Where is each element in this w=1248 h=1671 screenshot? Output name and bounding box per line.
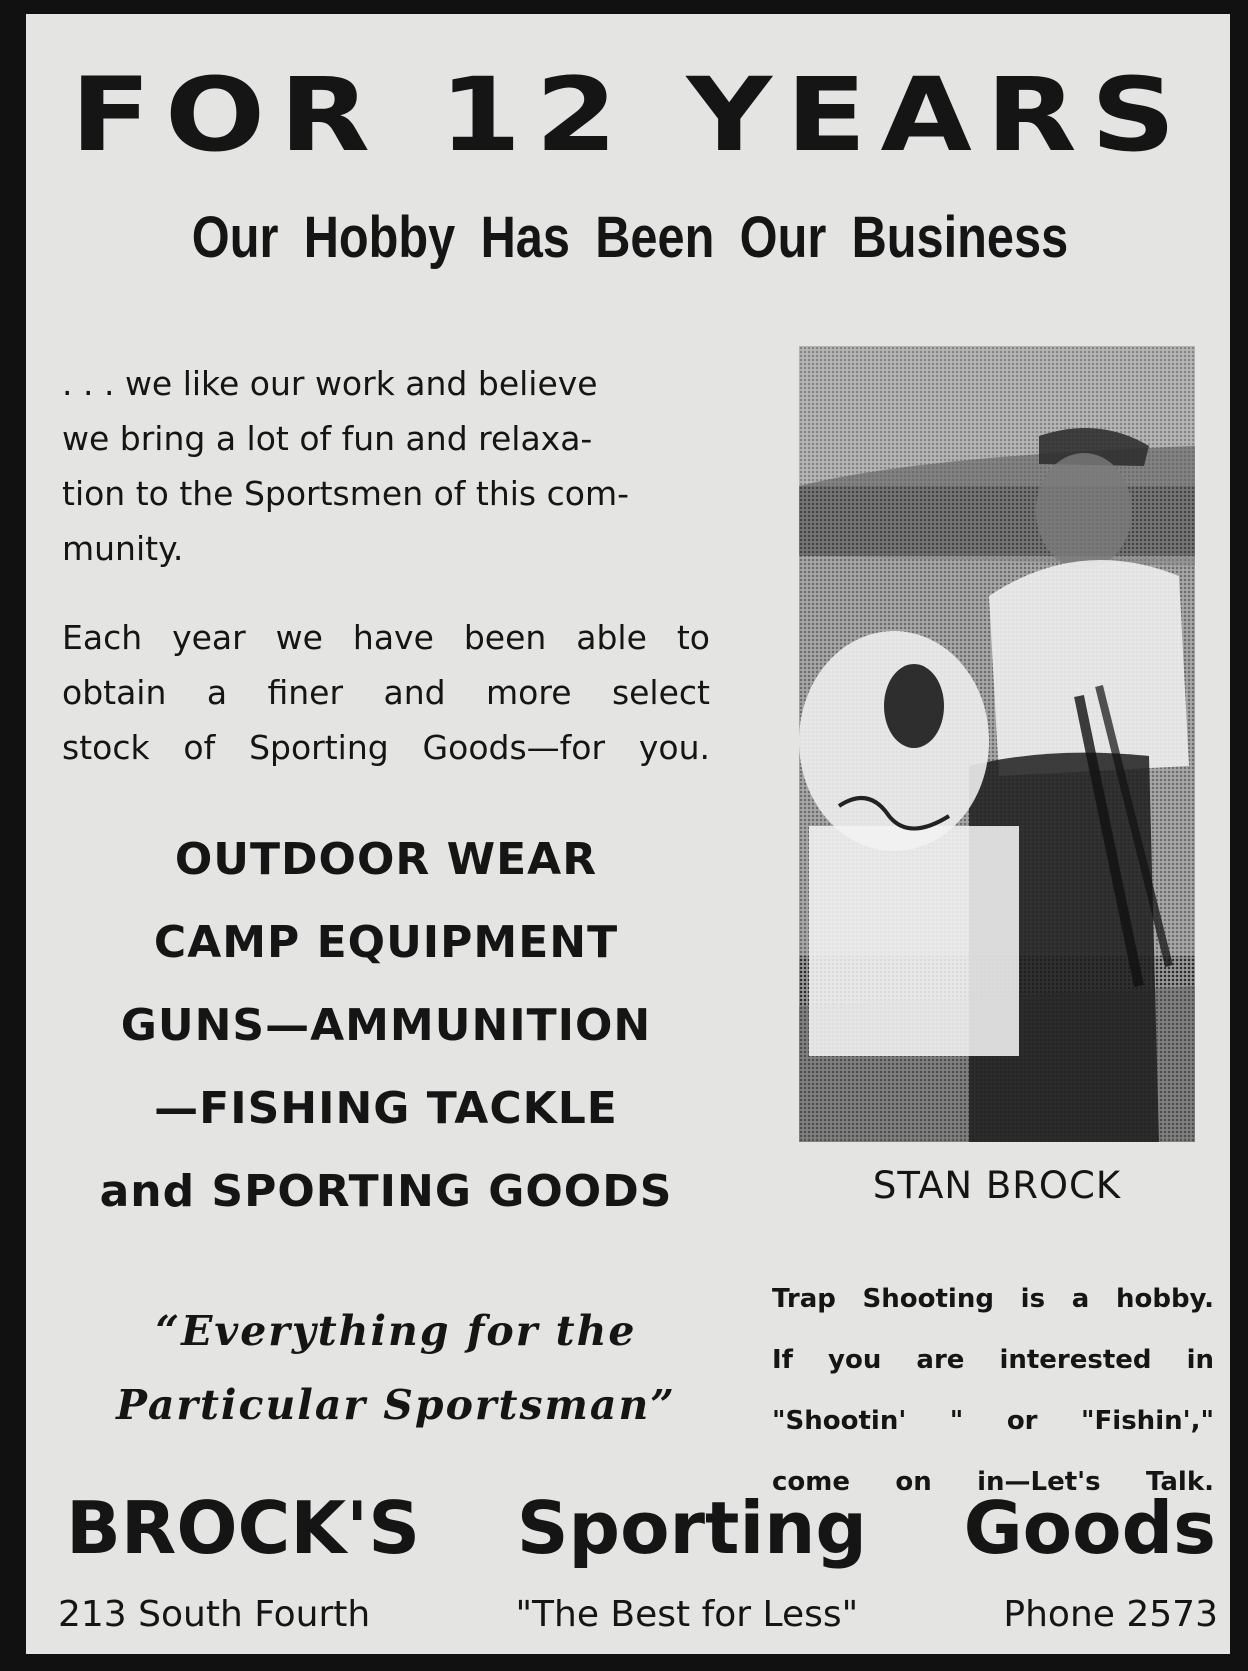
- hobby-line: "Shootin' " or "Fishin',": [772, 1406, 1214, 1436]
- hobby-note: [772, 1269, 1214, 1513]
- stock-line: stock of Sporting Goods—for you.: [62, 728, 710, 767]
- product-item: GUNS—AMMUNITION: [120, 1000, 652, 1051]
- hobby-line: If you are interested in: [772, 1345, 1214, 1375]
- footer: [58, 1594, 1218, 1635]
- product-item: —FISHING TACKLE: [154, 1083, 618, 1134]
- hobby-line: Trap Shooting is a hobby.: [772, 1284, 1214, 1314]
- product-item: and SPORTING GOODS: [99, 1166, 673, 1217]
- product-item: CAMP EQUIPMENT: [153, 917, 619, 968]
- store-address: 213 South Fourth: [58, 1594, 371, 1635]
- portrait-photo-shapes: [799, 346, 1195, 1142]
- headline: FOR 12 YEARS: [70, 55, 1190, 175]
- store-name: [66, 1486, 1216, 1570]
- stock-line: obtain a finer and more select: [62, 673, 710, 712]
- store-name-part: BROCK'S: [66, 1486, 421, 1570]
- store-phone: Phone 2573: [1003, 1594, 1218, 1635]
- slogan: [96, 1294, 696, 1442]
- product-item: OUTDOOR WEAR: [174, 834, 598, 885]
- store-tagline: "The Best for Less": [515, 1594, 859, 1635]
- photo-caption: STAN BROCK: [872, 1164, 1122, 1207]
- slogan-line: “Everything for the: [155, 1307, 637, 1355]
- intro-line: . . . we like our work and believe: [62, 364, 598, 403]
- store-name-part: Goods: [963, 1486, 1216, 1570]
- subheadline: Our Hobby Has Been Our Business: [191, 205, 1069, 270]
- hobby-line: come on in—Let's Talk.: [772, 1467, 1214, 1497]
- stock-line: Each year we have been able to: [62, 618, 710, 657]
- product-list: [56, 818, 716, 1233]
- intro-line: tion to the Sportsmen of this com-: [62, 474, 629, 513]
- slogan-line: Particular Sportsman”: [116, 1381, 676, 1429]
- advertisement: [22, 14, 1230, 1654]
- intro-line: we bring a lot of fun and relaxa-: [62, 419, 593, 458]
- store-name-part: Sporting: [516, 1486, 867, 1570]
- stock-paragraph: [62, 610, 710, 775]
- portrait-photo: [799, 346, 1195, 1142]
- intro-line: munity.: [62, 529, 184, 568]
- intro-paragraph: [62, 356, 710, 576]
